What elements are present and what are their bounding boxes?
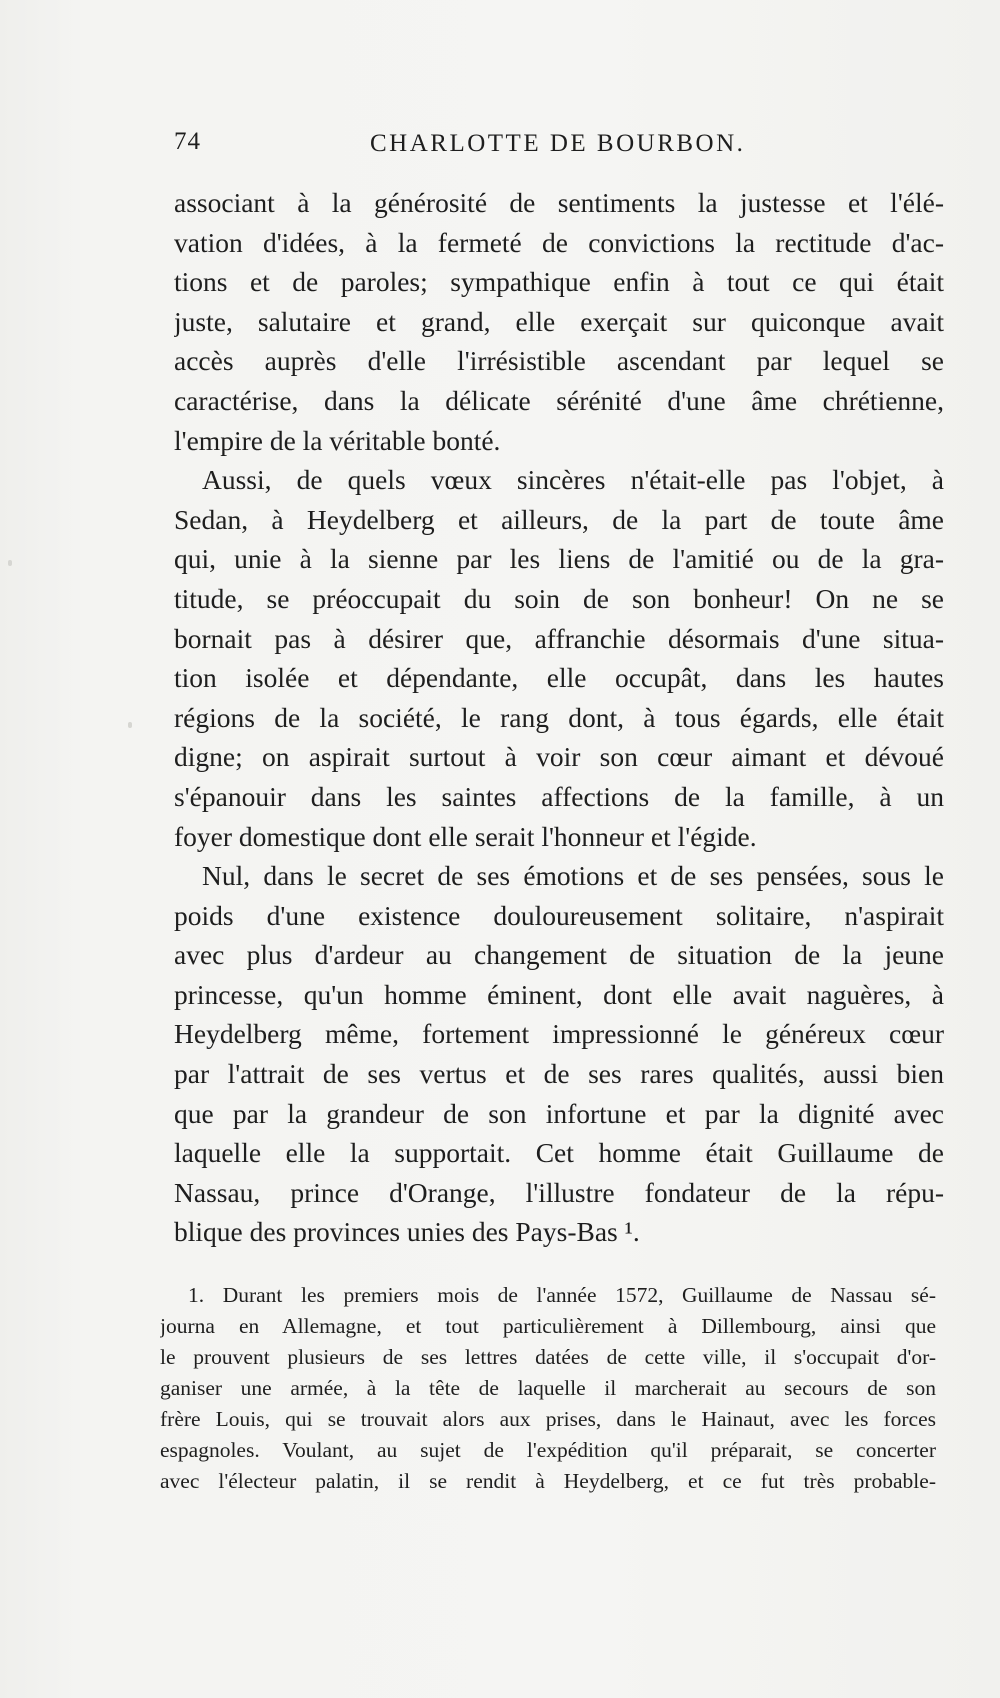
footnote-line: journa en Allemagne, et tout particulièrement à Dillembourg, ainsi que: [160, 1314, 936, 1338]
text-line: Heydelberg même, fortement impressionné le généreux cœur: [174, 1018, 944, 1050]
main-text: [174, 183, 944, 1252]
running-head: [174, 128, 754, 168]
footnote-line: 1. Durant les premiers mois de l'année 1572, Guillaume de Nassau sé-: [188, 1283, 936, 1307]
text-line: l'empire de la véritable bonté.: [174, 424, 501, 456]
text-line: accès auprès d'elle l'irrésistible ascendant par lequel se: [174, 345, 944, 377]
text-line: avec plus d'ardeur au changement de situation de la jeune: [174, 939, 944, 971]
running-title: CHARLOTTE DE BOURBON.: [370, 130, 746, 157]
text-line: bornait pas à désirer que, affranchie désormais d'une situa-: [174, 622, 944, 654]
text-line: s'épanouir dans les saintes affections de la famille, à un: [174, 780, 944, 812]
text-line: laquelle elle la supportait. Cet homme était Guillaume de: [174, 1137, 944, 1169]
text-line: que par la grandeur de son infortune et par la dignité avec: [174, 1097, 944, 1129]
text-line: tions et de paroles; sympathique enfin à tout ce qui était: [174, 266, 944, 298]
text-line: poids d'une existence douloureusement solitaire, n'aspirait: [174, 899, 944, 931]
text-line: titude, se préoccupait du soin de son bonheur! On ne se: [174, 582, 944, 614]
text-line: digne; on aspirait surtout à voir son cœur aimant et dévoué: [174, 741, 944, 773]
paper-speck: [8, 560, 12, 566]
text-line: Sedan, à Heydelberg et ailleurs, de la part de toute âme: [174, 503, 944, 535]
text-line: blique des provinces unies des Pays-Bas ¹.: [174, 1216, 640, 1248]
text-line: vation d'idées, à la fermeté de convictions la rectitude d'ac-: [174, 226, 944, 258]
text-line: foyer domestique dont elle serait l'honneur et l'égide.: [174, 820, 757, 852]
page-number: 74: [174, 128, 201, 155]
text-line: princesse, qu'un homme éminent, dont elle avait naguères, à: [174, 978, 944, 1010]
footnote-line: frère Louis, qui se trouvait alors aux prises, dans le Hainaut, avec les forces: [160, 1407, 936, 1431]
footnote-block: [160, 1280, 936, 1497]
text-line: qui, unie à la sienne par les liens de l'amitié ou de la gra-: [174, 543, 944, 575]
text-line: tion isolée et dépendante, elle occupât, dans les hautes: [174, 662, 944, 694]
text-line: juste, salutaire et grand, elle exerçait sur quiconque avait: [174, 305, 944, 337]
footnote-line: avec l'électeur palatin, il se rendit à Heydelberg, et ce fut très probable-: [160, 1469, 936, 1493]
paragraph-start-line: Nul, dans le secret de ses émotions et de ses pensées, sous le: [202, 860, 944, 892]
text-line: associant à la générosité de sentiments la justesse et l'élé-: [174, 187, 944, 218]
text-line: par l'attrait de ses vertus et de ses rares qualités, aussi bien: [174, 1058, 944, 1090]
text-line: caractérise, dans la délicate sérénité d'une âme chrétienne,: [174, 384, 944, 416]
footnote-line: ganiser une armée, à la tête de laquelle il marcherait au secours de son: [160, 1376, 936, 1400]
paragraph-start-line: Aussi, de quels vœux sincères n'était-elle pas l'objet, à: [202, 464, 944, 496]
paper-speck: [128, 722, 132, 728]
footnote-line: le prouvent plusieurs de ses lettres datées de cette ville, il s'occupait d'or-: [160, 1345, 936, 1369]
text-line: Nassau, prince d'Orange, l'illustre fondateur de la répu-: [174, 1176, 944, 1208]
text-line: régions de la société, le rang dont, à tous égards, elle était: [174, 701, 944, 733]
footnote-line: espagnoles. Voulant, au sujet de l'expédition qu'il préparait, se concerter: [160, 1438, 936, 1462]
